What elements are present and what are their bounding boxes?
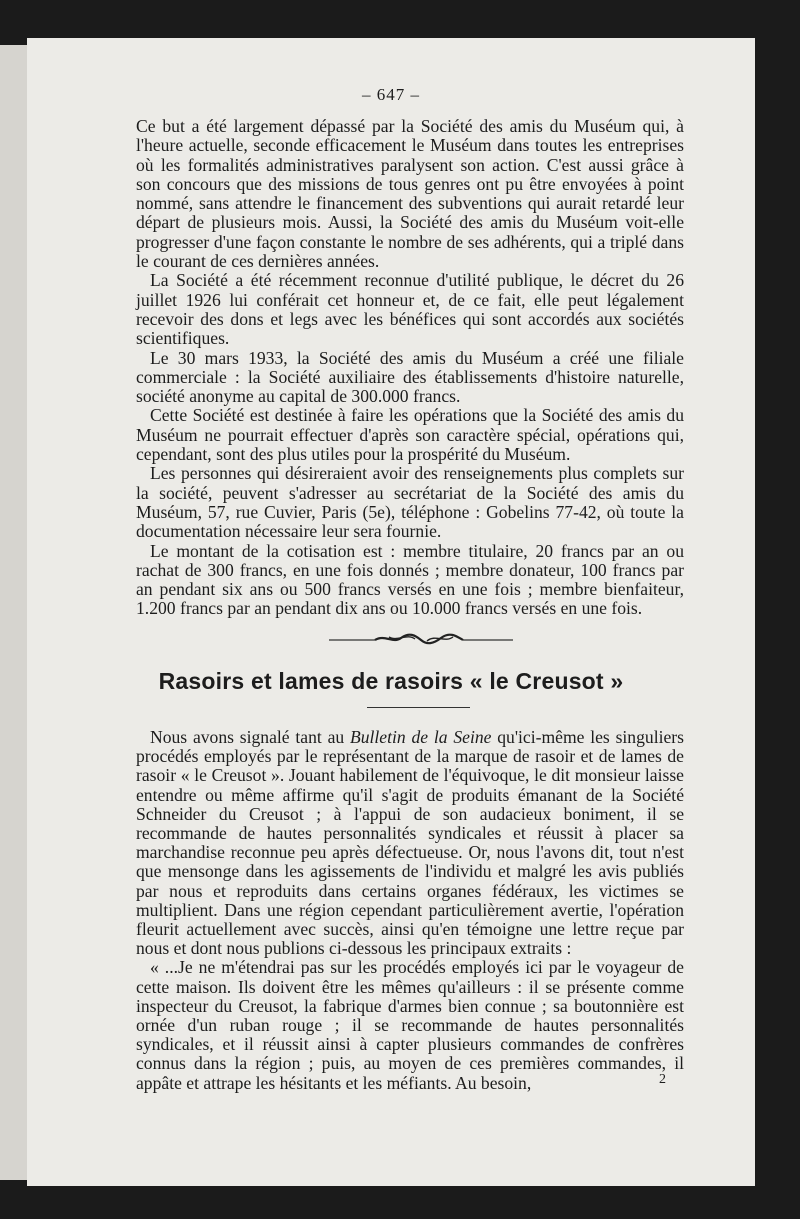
paragraph: Cette Société est destinée à faire les opérations que la Société des amis du Muséum ne pourrait effectuer d'après son caractère spécial, opérations qui, cependant, sont des plus utiles pour la prospérité du Muséum. (136, 405, 684, 465)
ornament-divider (329, 632, 513, 646)
paragraph: Les personnes qui désireraient avoir des renseignements plus complets sur la société, peuvent s'adresser au secrétariat de la Société des amis du Muséum, 57, rue Cuvier, Paris (5e), téléphone : Gobelins 77-42, où toute la documentation nécessaire leur sera fournie. (136, 463, 684, 542)
paragraph: Le montant de la cotisation est : membre titulaire, 20 francs par an ou rachat de 300 francs, en une fois donnés ; membre donateur, 100 francs par an pendant six ans ou 500 francs versés en une fois ; membre bienfaiteur, 1.200 francs par an pendant dix ans ou 10.000 francs versés en une fois. (136, 540, 684, 619)
document-page (27, 38, 755, 1186)
page-number: – 647 – (362, 85, 420, 104)
paragraph (136, 728, 684, 958)
razor-section (136, 728, 684, 1093)
signature-mark: 2 (659, 1072, 666, 1087)
paragraph-text: Nous avons signalé tant au (150, 727, 350, 747)
museum-society-section (136, 117, 684, 619)
paragraph: Ce but a été largement dépassé par la Société des amis du Muséum qui, à l'heure actuelle, seconde efficacement le Muséum dans toutes les entreprises où les formalités administratives paralysent son action. C'est aussi grâce à son concours que des missions de tous genres ont pu être envoyées à point nommé, sans attendre le financement des subventions qui aurait retardé leur départ de plusieurs mois. Aussi, la Société des amis du Muséum voit-elle progresser d'une façon constante le nombre de ses adhérents, qui a triplé dans le courant de ces dernières années. (136, 116, 684, 272)
title-underline (367, 707, 470, 708)
quoted-letter: « ...Je ne m'étendrai pas sur les procédés employés ici par le voyageur de cette maison. Ils doivent être les mêmes qu'ailleurs : il se présente comme inspecteur du Creusot, la fabrique d'armes bien connue ; sa boutonnière est ornée d'un ruban rouge ; il se recommande de hautes personnalités syndicales, et il réussit ainsi à capter plusieurs commandes de confrères connus dans la région ; puis, au moyen de ces premières commandes, il appâte et attrape les hésitants et les méfiants. Au besoin, (136, 957, 684, 1093)
paragraph: Le 30 mars 1933, la Société des amis du Muséum a créé une filiale commerciale : la Société auxiliaire des établissements d'histoire naturelle, société anonyme au capital de 300.000 francs. (136, 347, 684, 407)
paragraph-text: qu'ici-même les singuliers procédés employés par le représentant de la marque de rasoir et de lames de rasoir « le Creusot ». Jouant habilement de l'équivoque, le dit monsieur laisse entendre ou même affirme qu'il s'agit de produits émanant de la Société Schneider du Creusot ; à l'appui de son audacieux boniment, il se recommande de hautes personnalités syndicales et réussit à placer sa marchandise reconnue peu après défectueuse. Or, nous l'avons dit, tout n'est que mensonge dans les agissements de l'individu et malgré les avis publiés par nous et reproduits dans certains organes fédéraux, les victimes se multiplient. Dans une région cependant particulièrement avertie, l'opération fleurit actuellement avec succès, ainsi qu'en témoigne une lettre reçue par nous et dont nous publions ci-dessous les principaux extraits : (136, 727, 684, 959)
adjacent-page-edge (0, 45, 28, 1180)
paragraph: La Société a été récemment reconnue d'utilité publique, le décret du 26 juillet 1926 lui conférait cet honneur et, de ce fait, elle peut légalement recevoir des dons et legs avec les bénéfices qui sont accordés aux sociétés scientifiques. (136, 270, 684, 349)
publication-name: Bulletin de la Seine (349, 727, 492, 747)
section-title: Rasoirs et lames de rasoirs « le Creusot » (158, 668, 624, 694)
